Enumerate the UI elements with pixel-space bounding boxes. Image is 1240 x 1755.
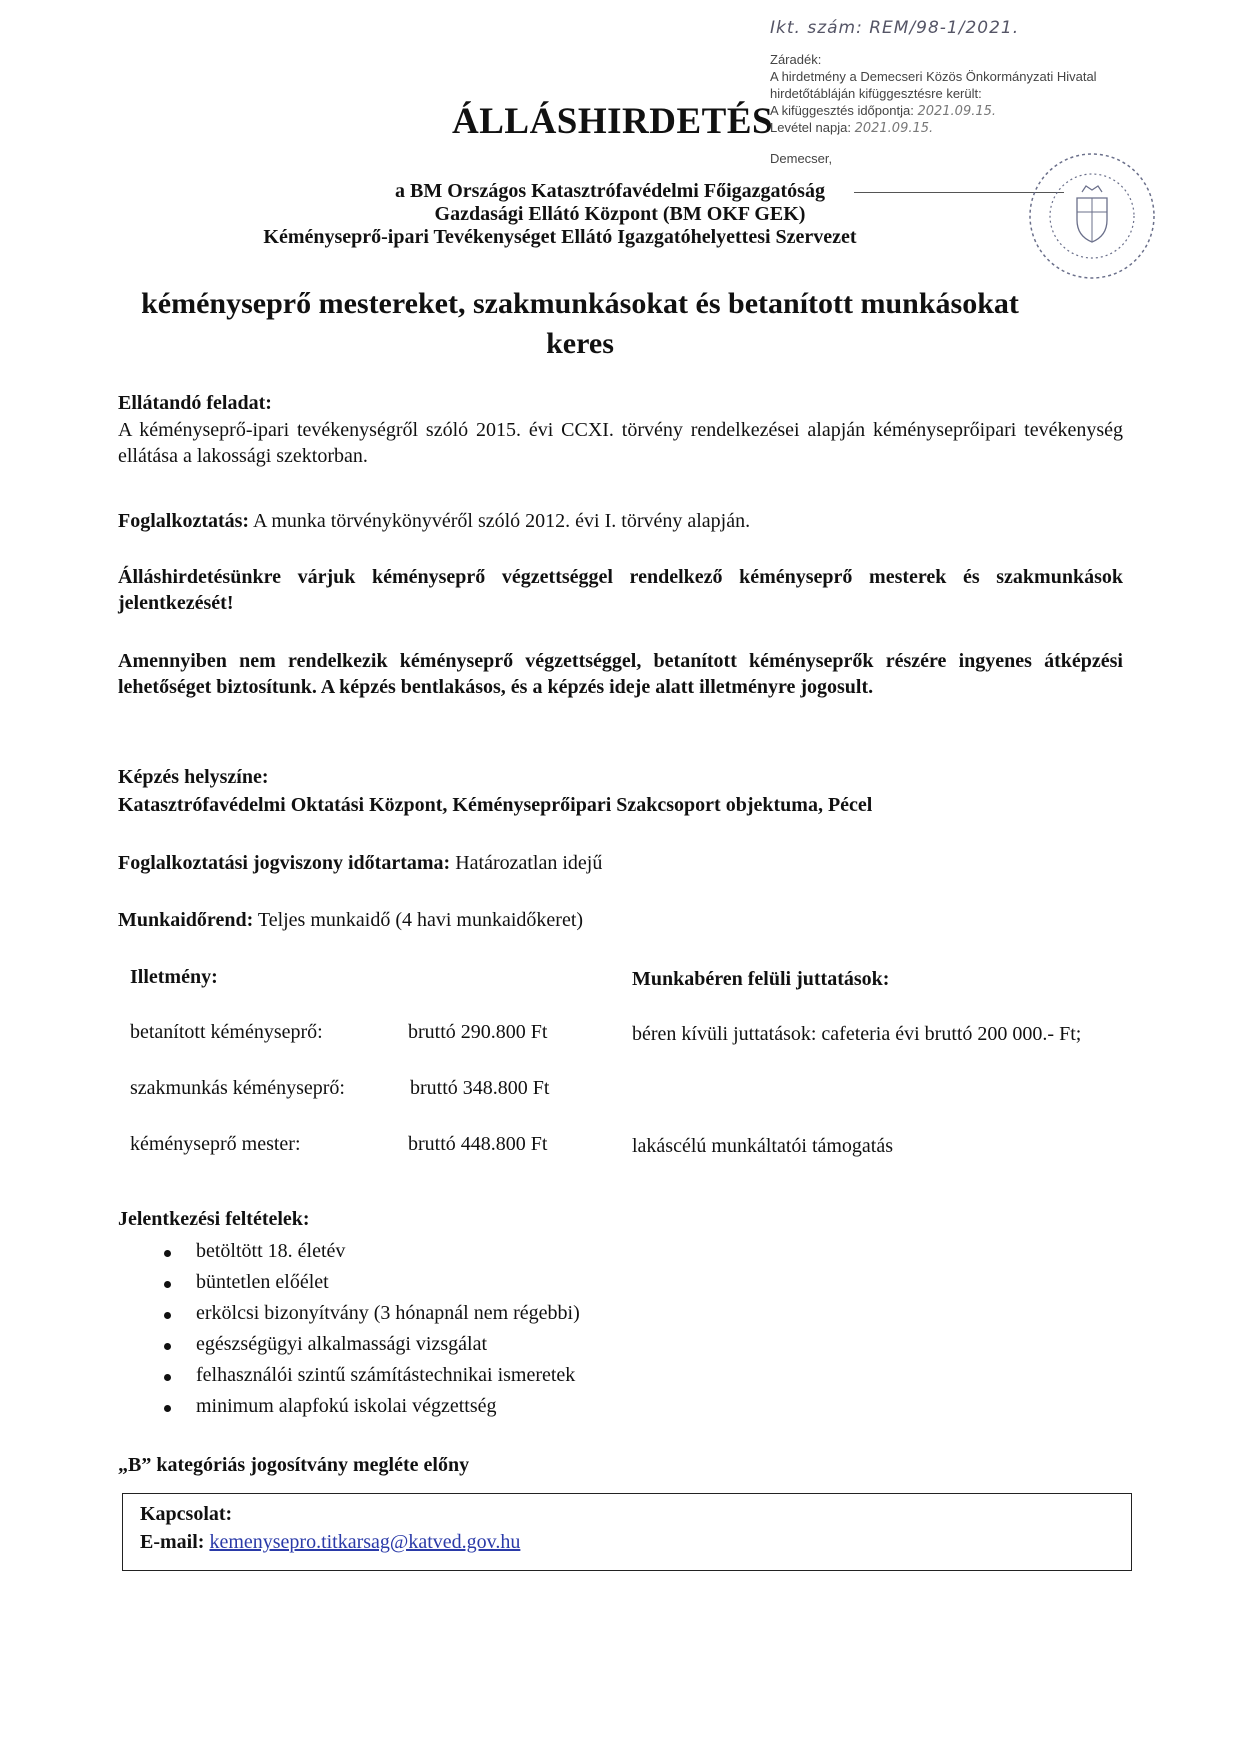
list-item: betöltött 18. életév [150, 1236, 580, 1267]
email-link[interactable]: kemenysepro.titkarsag@katved.gov.hu [209, 1531, 521, 1553]
task-label: Ellátandó feladat: [118, 392, 272, 414]
worktime-label: Munkaidőrend: [118, 909, 254, 931]
stamp-line: hirdetőtábláján kifüggesztésre került: [770, 86, 982, 101]
salary-role: szakmunkás kéményseprő: [130, 1077, 345, 1099]
conditions-list [150, 1236, 580, 1422]
stamp-line: A kifüggesztés időpontja: 2021.09.15. [770, 103, 997, 119]
training-location: Katasztrófavédelmi Oktatási Központ, Kéményseprőipari Szakcsoport objektuma, Pécel [118, 794, 873, 816]
list-item: minimum alapfokú iskolai végzettség [150, 1391, 580, 1422]
org-line-1: a BM Országos Katasztrófavédelmi Főigazgatóság [395, 180, 825, 202]
duration-value: Határozatlan idejű [450, 852, 603, 874]
employment-text: A munka törvénykönyvéről szóló 2012. évi I. törvény alapján. [249, 510, 751, 532]
conditions-label: Jelentkezési feltételek: [118, 1208, 310, 1230]
salary-amount: bruttó 290.800 Ft [408, 1021, 548, 1043]
salary-amount: bruttó 448.800 Ft [408, 1133, 548, 1155]
list-item: felhasználói szintű számítástechnikai ismeretek [150, 1360, 580, 1391]
benefit-item: lakáscélú munkáltatói támogatás [632, 1135, 894, 1157]
advantage-note: „B” kategóriás jogosítvány megléte előny [118, 1454, 470, 1476]
org-line-3: Kéményseprő-ipari Tevékenységet Ellátó Igazgatóhelyettesi Szervezet [263, 226, 857, 248]
contact-label: Kapcsolat: [140, 1503, 233, 1525]
org-line-2: Gazdasági Ellátó Központ (BM OKF GEK) [434, 203, 806, 225]
headline-line-2: keres [546, 327, 614, 360]
stamp-line: Demecser, [770, 151, 833, 166]
employment-label: Foglalkoztatás: [118, 510, 250, 532]
stamp-line: A hirdetmény a Demecseri Közös Önkormányzati Hivatal [770, 69, 1097, 84]
call-paragraph-1: Álláshirdetésünkre várjuk kéményseprő végzettséggel rendelkező kéményseprő mesterek és szakmunkások jelentkezését! [118, 566, 1123, 614]
list-item: egészségügyi alkalmassági vizsgálat [150, 1329, 580, 1360]
training-label: Képzés helyszíne: [118, 766, 269, 788]
list-item: erkölcsi bizonyítvány (3 hónapnál nem régebbi) [150, 1298, 580, 1329]
salary-amount: bruttó 348.800 Ft [410, 1077, 550, 1099]
employment [118, 508, 1123, 534]
contact-email-row [140, 1531, 520, 1554]
headline-line-1: kéményseprő mestereket, szakmunkásokat és betanított munkásokat [141, 287, 1019, 320]
benefits-label: Munkabéren felüli juttatások: [632, 968, 890, 990]
work-schedule [118, 907, 1123, 933]
task-text: A kéményseprő-ipari tevékenységről szóló 2015. évi CCXI. törvény rendelkezései alapján kéményseprőipari tevékenység ellátása a lakossági szektorban. [118, 419, 1123, 467]
document-title: ÁLLÁSHIRDETÉS [452, 101, 774, 142]
stamp-line: Záradék: [770, 52, 822, 67]
benefit-item: béren kívüli juttatások: cafeteria évi bruttó 200 000.- Ft; [632, 1023, 1082, 1045]
worktime-value: Teljes munkaidő (4 havi munkaidőkeret) [253, 909, 584, 931]
salary-role: betanított kéményseprő: [130, 1021, 323, 1043]
list-item: büntetlen előélet [150, 1267, 580, 1298]
stamp-line: Levétel napja: 2021.09.15. [770, 120, 934, 136]
employment-duration [118, 850, 1123, 876]
duration-label: Foglalkoztatási jogviszony időtartama: [118, 852, 451, 874]
email-label: E-mail: [140, 1531, 205, 1553]
salary-label: Illetmény: [130, 966, 218, 988]
salary-role: kéményseprő mester: [130, 1133, 301, 1155]
registration-number: Ikt. szám: REM/98-1/2021. [770, 18, 1020, 38]
call-paragraph-2: Amennyiben nem rendelkezik kéményseprő végzettséggel, betanított kéményseprők részére ingyenes átképzési lehetőséget biztosítunk. A képzés bentlakásos, és a képzés ideje alatt illetményre jogosult. [118, 650, 1123, 698]
